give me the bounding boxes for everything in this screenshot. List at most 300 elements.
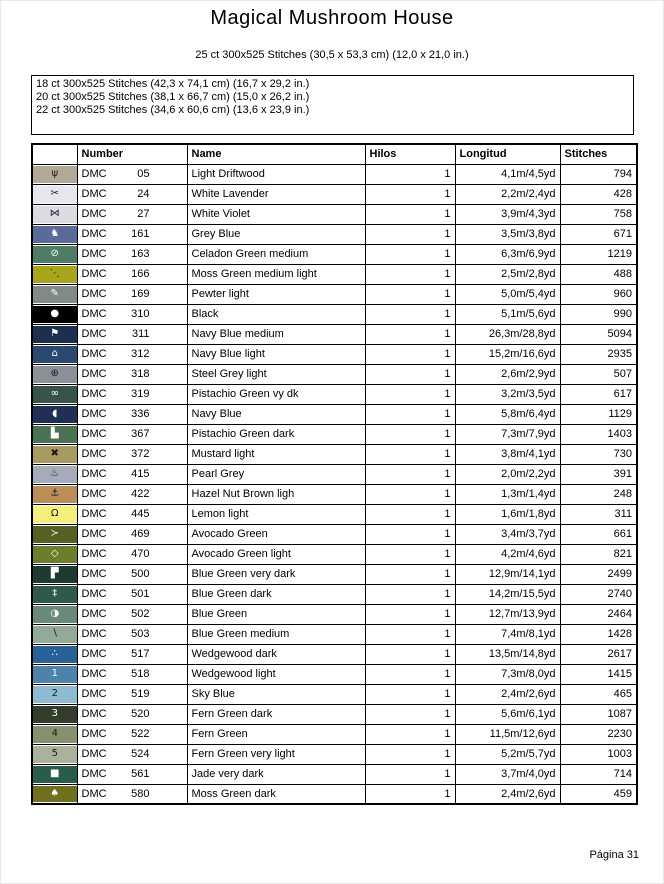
longitud-cell: 2,2m/2,4yd: [455, 184, 560, 204]
color-swatch: [33, 266, 77, 283]
brand-label: DMC: [81, 787, 107, 800]
number-cell: [77, 244, 187, 264]
color-swatch: [33, 746, 77, 763]
name-cell: Moss Green dark: [187, 784, 365, 804]
color-swatch-cell: [32, 484, 77, 504]
color-swatch: [33, 766, 77, 783]
notched-square-icon: ▛: [50, 568, 59, 579]
stitches-cell: 714: [560, 764, 637, 784]
hilos-cell: 1: [365, 264, 455, 284]
color-swatch: [33, 466, 77, 483]
hilos-cell: 1: [365, 484, 455, 504]
table-row: [32, 624, 637, 644]
code-label: 470: [131, 548, 150, 560]
number-cell: [77, 744, 187, 764]
figure-icon: ♞: [50, 228, 60, 239]
stitches-cell: 488: [560, 264, 637, 284]
stitches-cell: 2935: [560, 344, 637, 364]
stitches-cell: 730: [560, 444, 637, 464]
table-row: [32, 664, 637, 684]
table-row: [32, 504, 637, 524]
table-row: [32, 244, 637, 264]
brand-label: DMC: [81, 488, 107, 500]
longitud-cell: 13,5m/14,8yd: [455, 644, 560, 664]
hilos-cell: 1: [365, 504, 455, 524]
table-row: [32, 324, 637, 344]
brand-label: DMC: [81, 748, 107, 760]
name-cell: Blue Green very dark: [187, 564, 365, 584]
color-swatch-cell: [32, 384, 77, 404]
color-swatch: [33, 386, 77, 403]
code-label: 522: [131, 728, 150, 740]
color-swatch: [33, 526, 77, 543]
spade-icon: ♠: [50, 787, 60, 799]
number-cell: [77, 584, 187, 604]
name-cell: Fern Green: [187, 724, 365, 744]
longitud-cell: 3,7m/4,0yd: [455, 764, 560, 784]
table-row: [32, 284, 637, 304]
brand-label: DMC: [81, 388, 107, 400]
brand-label: DMC: [81, 308, 107, 320]
color-swatch-cell: [32, 744, 77, 764]
name-cell: Blue Green: [187, 604, 365, 624]
color-swatch-cell: [32, 304, 77, 324]
longitud-cell: 7,3m/8,0yd: [455, 664, 560, 684]
longitud-cell: 2,5m/2,8yd: [455, 264, 560, 284]
slashed-circle-icon: ⊘: [50, 248, 59, 259]
stitches-cell: 758: [560, 204, 637, 224]
digit-1-icon: 1: [51, 668, 58, 679]
brand-label: DMC: [81, 768, 107, 780]
number-cell: [77, 324, 187, 344]
hilos-cell: 1: [365, 304, 455, 324]
color-swatch: [33, 406, 77, 423]
table-row: [32, 364, 637, 384]
color-swatch: [33, 366, 77, 383]
brand-label: DMC: [81, 328, 107, 340]
number-cell: [77, 564, 187, 584]
code-label: 319: [131, 388, 150, 400]
table-row: [32, 724, 637, 744]
name-cell: Navy Blue: [187, 404, 365, 424]
name-cell: Wedgewood light: [187, 664, 365, 684]
hilos-column-header: Hilos: [365, 144, 455, 164]
table-row: [32, 384, 637, 404]
longitud-cell: 12,9m/14,1yd: [455, 564, 560, 584]
hilos-cell: 1: [365, 324, 455, 344]
hilos-cell: 1: [365, 544, 455, 564]
color-swatch-cell: [32, 724, 77, 744]
hilos-cell: 1: [365, 724, 455, 744]
color-swatch-cell: [32, 584, 77, 604]
page-number: Página 31: [589, 849, 639, 861]
hilos-cell: 1: [365, 744, 455, 764]
brand-label: DMC: [81, 628, 107, 640]
binoculars-icon: ∞: [50, 388, 59, 399]
number-cell: [77, 664, 187, 684]
table-row: [32, 164, 637, 184]
longitud-cell: 12,7m/13,9yd: [455, 604, 560, 624]
color-swatch-cell: [32, 244, 77, 264]
color-swatch-cell: [32, 664, 77, 684]
hilos-cell: 1: [365, 424, 455, 444]
color-swatch: [33, 686, 77, 703]
corner-block-icon: ▙: [50, 428, 59, 439]
stitches-column-header: Stitches: [560, 144, 637, 164]
code-label: 311: [131, 328, 150, 340]
color-swatch: [33, 646, 77, 663]
number-cell: [77, 384, 187, 404]
lamp-icon: ♨: [50, 468, 60, 479]
table-row: [32, 544, 637, 564]
color-swatch: [33, 306, 77, 323]
brand-label: DMC: [81, 608, 107, 620]
code-label: 169: [131, 288, 150, 300]
number-cell: [77, 264, 187, 284]
longitud-cell: 2,4m/2,6yd: [455, 684, 560, 704]
longitud-cell: 3,5m/3,8yd: [455, 224, 560, 244]
hilos-cell: 1: [365, 384, 455, 404]
name-cell: Blue Green medium: [187, 624, 365, 644]
scissors-icon: ✂: [50, 188, 59, 199]
shears-icon: ≻: [50, 528, 59, 539]
longitud-cell: 11,5m/12,6yd: [455, 724, 560, 744]
code-label: 500: [131, 568, 150, 580]
table-row: [32, 524, 637, 544]
floss-table-body: [32, 164, 637, 804]
name-cell: Pistachio Green dark: [187, 424, 365, 444]
name-cell: Grey Blue: [187, 224, 365, 244]
longitud-cell: 7,4m/8,1yd: [455, 624, 560, 644]
name-cell: Steel Grey light: [187, 364, 365, 384]
brand-label: DMC: [81, 508, 107, 520]
color-swatch-cell: [32, 544, 77, 564]
code-label: 469: [131, 528, 150, 540]
square-icon: ■: [50, 768, 60, 779]
name-cell: White Violet: [187, 204, 365, 224]
number-cell: [77, 544, 187, 564]
color-swatch: [33, 626, 77, 643]
microphone-icon: ψ: [51, 168, 59, 179]
stitches-cell: 391: [560, 464, 637, 484]
stitches-cell: 794: [560, 164, 637, 184]
name-cell: Hazel Nut Brown ligh: [187, 484, 365, 504]
hilos-cell: 1: [365, 344, 455, 364]
code-label: 422: [131, 488, 150, 500]
color-swatch: [33, 346, 77, 363]
name-cell: Black: [187, 304, 365, 324]
name-cell: Celadon Green medium: [187, 244, 365, 264]
stitches-cell: 507: [560, 364, 637, 384]
longitud-cell: 15,2m/16,6yd: [455, 344, 560, 364]
name-cell: Blue Green dark: [187, 584, 365, 604]
longitud-cell: 6,3m/6,9yd: [455, 244, 560, 264]
table-row: [32, 344, 637, 364]
name-cell: Wedgewood dark: [187, 644, 365, 664]
name-cell: Navy Blue light: [187, 344, 365, 364]
brand-label: DMC: [81, 648, 107, 660]
number-cell: [77, 684, 187, 704]
number-cell: [77, 504, 187, 524]
table-row: [32, 224, 637, 244]
longitud-cell: 4,2m/4,6yd: [455, 544, 560, 564]
brand-label: DMC: [81, 468, 107, 480]
color-swatch: [33, 486, 77, 503]
color-swatch: [33, 506, 77, 523]
name-cell: Mustard light: [187, 444, 365, 464]
brand-label: DMC: [81, 688, 107, 700]
color-swatch-cell: [32, 684, 77, 704]
color-swatch: [33, 206, 77, 223]
brand-label: DMC: [81, 568, 107, 580]
longitud-cell: 4,1m/4,5yd: [455, 164, 560, 184]
stitches-cell: 990: [560, 304, 637, 324]
hilos-cell: 1: [365, 624, 455, 644]
stitches-cell: 2617: [560, 644, 637, 664]
stitches-cell: 311: [560, 504, 637, 524]
color-swatch: [33, 246, 77, 263]
brand-label: DMC: [81, 248, 107, 260]
size-info-line: 20 ct 300x525 Stitches (38,1 x 66,7 cm) (15,0 x 26,2 in.): [36, 91, 310, 103]
hilos-cell: 1: [365, 224, 455, 244]
name-cell: Lemon light: [187, 504, 365, 524]
color-swatch-cell: [32, 624, 77, 644]
name-cell: Sky Blue: [187, 684, 365, 704]
color-swatch-cell: [32, 204, 77, 224]
code-label: 318: [131, 368, 150, 380]
longitud-cell: 3,4m/3,7yd: [455, 524, 560, 544]
hilos-cell: 1: [365, 444, 455, 464]
longitud-cell: 1,6m/1,8yd: [455, 504, 560, 524]
name-cell: Fern Green dark: [187, 704, 365, 724]
color-swatch: [33, 166, 77, 183]
color-swatch: [33, 666, 77, 683]
brand-label: DMC: [81, 708, 107, 720]
hilos-cell: 1: [365, 364, 455, 384]
number-column-header: Number: [77, 144, 187, 164]
code-label: 580: [131, 787, 150, 800]
hilos-cell: 1: [365, 244, 455, 264]
color-swatch: [33, 606, 77, 623]
brand-label: DMC: [81, 728, 107, 740]
stitches-cell: 459: [560, 784, 637, 804]
stitches-cell: 617: [560, 384, 637, 404]
code-label: 503: [131, 628, 150, 640]
name-cell: Jade very dark: [187, 764, 365, 784]
brand-label: DMC: [81, 428, 107, 440]
hilos-cell: 1: [365, 184, 455, 204]
color-swatch-cell: [32, 404, 77, 424]
table-row: [32, 644, 637, 664]
stitches-cell: 2499: [560, 564, 637, 584]
name-cell: Fern Green very light: [187, 744, 365, 764]
stitches-cell: 1415: [560, 664, 637, 684]
number-cell: [77, 404, 187, 424]
brand-label: DMC: [81, 448, 107, 460]
longitud-cell: 26,3m/28,8yd: [455, 324, 560, 344]
code-label: 367: [131, 428, 150, 440]
name-cell: Avocado Green light: [187, 544, 365, 564]
code-label: 519: [131, 688, 150, 700]
longitud-cell: 5,2m/5,7yd: [455, 744, 560, 764]
color-swatch: [33, 446, 77, 463]
table-row: [32, 304, 637, 324]
symbol-column-header: [32, 144, 77, 164]
color-swatch-cell: [32, 764, 77, 784]
number-cell: [77, 204, 187, 224]
name-cell: White Lavender: [187, 184, 365, 204]
brand-label: DMC: [81, 188, 107, 200]
stitches-cell: 1129: [560, 404, 637, 424]
stitches-cell: 5094: [560, 324, 637, 344]
stitches-cell: 465: [560, 684, 637, 704]
table-row: [32, 484, 637, 504]
code-label: 310: [131, 308, 150, 320]
pentagon-icon: ⌂: [51, 348, 58, 359]
longitud-cell: 5,6m/6,1yd: [455, 704, 560, 724]
code-label: 518: [131, 668, 150, 680]
color-swatch: [33, 786, 77, 803]
number-cell: [77, 524, 187, 544]
stitches-cell: 2230: [560, 724, 637, 744]
table-row: [32, 404, 637, 424]
stitches-cell: 1219: [560, 244, 637, 264]
color-swatch-cell: [32, 564, 77, 584]
color-swatch-cell: [32, 464, 77, 484]
number-cell: [77, 184, 187, 204]
hilos-cell: 1: [365, 524, 455, 544]
code-label: 312: [131, 348, 150, 360]
table-row: [32, 464, 637, 484]
hilos-cell: 1: [365, 784, 455, 804]
hilos-cell: 1: [365, 404, 455, 424]
floss-table: [31, 143, 638, 805]
longitud-cell: 5,8m/6,4yd: [455, 404, 560, 424]
number-cell: [77, 484, 187, 504]
page-title: Magical Mushroom House: [210, 7, 454, 29]
longitud-cell: 2,4m/2,6yd: [455, 784, 560, 804]
table-row: [32, 784, 637, 804]
color-swatch-cell: [32, 344, 77, 364]
code-label: 524: [131, 748, 150, 760]
brand-label: DMC: [81, 548, 107, 560]
hilos-cell: 1: [365, 704, 455, 724]
code-label: 561: [131, 768, 150, 780]
longitud-cell: 1,3m/1,4yd: [455, 484, 560, 504]
brand-label: DMC: [81, 348, 107, 360]
number-cell: [77, 284, 187, 304]
number-cell: [77, 224, 187, 244]
name-cell: Avocado Green: [187, 524, 365, 544]
table-row: [32, 764, 637, 784]
name-cell: Light Driftwood: [187, 164, 365, 184]
stitches-cell: 2740: [560, 584, 637, 604]
flag-icon: ⚑: [50, 328, 60, 339]
number-cell: [77, 164, 187, 184]
longitud-cell: 5,0m/5,4yd: [455, 284, 560, 304]
handbag-icon: Ω: [50, 508, 59, 519]
number-cell: [77, 724, 187, 744]
table-row: [32, 564, 637, 584]
color-swatch-cell: [32, 604, 77, 624]
number-cell: [77, 644, 187, 664]
anchor-icon: ⚓: [50, 488, 60, 499]
name-cell: Pistachio Green vy dk: [187, 384, 365, 404]
code-label: 163: [131, 248, 150, 260]
stitches-cell: 248: [560, 484, 637, 504]
code-label: 05: [137, 168, 150, 180]
cross-icon: ✖: [50, 448, 59, 459]
hilos-cell: 1: [365, 464, 455, 484]
size-info-box: [31, 75, 634, 135]
digit-5-icon: 5: [51, 748, 58, 759]
brand-label: DMC: [81, 408, 107, 420]
code-label: 24: [137, 188, 150, 200]
longitud-column-header: Longitud: [455, 144, 560, 164]
color-swatch: [33, 226, 77, 243]
number-cell: [77, 604, 187, 624]
stitches-cell: 821: [560, 544, 637, 564]
brand-label: DMC: [81, 528, 107, 540]
longitud-cell: 3,9m/4,3yd: [455, 204, 560, 224]
table-row: [32, 584, 637, 604]
number-cell: [77, 764, 187, 784]
table-row: [32, 704, 637, 724]
code-label: 372: [131, 448, 150, 460]
brand-label: DMC: [81, 168, 107, 180]
triangle-dots-icon: ∴: [51, 648, 58, 659]
color-swatch-cell: [32, 444, 77, 464]
hilos-cell: 1: [365, 644, 455, 664]
color-swatch: [33, 586, 77, 603]
code-label: 27: [137, 208, 150, 220]
code-label: 445: [131, 508, 150, 520]
color-swatch-cell: [32, 424, 77, 444]
hilos-cell: 1: [365, 584, 455, 604]
longitud-cell: 3,8m/4,1yd: [455, 444, 560, 464]
table-row: [32, 264, 637, 284]
color-swatch-cell: [32, 284, 77, 304]
longitud-cell: 3,2m/3,5yd: [455, 384, 560, 404]
table-row: [32, 184, 637, 204]
table-row: [32, 444, 637, 464]
hilos-cell: 1: [365, 284, 455, 304]
color-swatch-cell: [32, 224, 77, 244]
color-swatch-cell: [32, 784, 77, 804]
name-column-header: Name: [187, 144, 365, 164]
stitches-cell: 1087: [560, 704, 637, 724]
number-cell: [77, 784, 187, 804]
hilos-cell: 1: [365, 604, 455, 624]
stitches-cell: 428: [560, 184, 637, 204]
color-swatch-cell: [32, 524, 77, 544]
brand-label: DMC: [81, 228, 107, 240]
stitches-cell: 960: [560, 284, 637, 304]
color-swatch: [33, 286, 77, 303]
color-swatch: [33, 566, 77, 583]
number-cell: [77, 424, 187, 444]
stitches-cell: 2464: [560, 604, 637, 624]
brand-label: DMC: [81, 368, 107, 380]
table-row: [32, 744, 637, 764]
color-swatch-cell: [32, 264, 77, 284]
half-circle-icon: ◖: [52, 408, 58, 419]
code-label: 161: [131, 228, 150, 240]
code-label: 415: [131, 468, 150, 480]
code-label: 336: [131, 408, 150, 420]
number-cell: [77, 464, 187, 484]
brand-label: DMC: [81, 208, 107, 220]
